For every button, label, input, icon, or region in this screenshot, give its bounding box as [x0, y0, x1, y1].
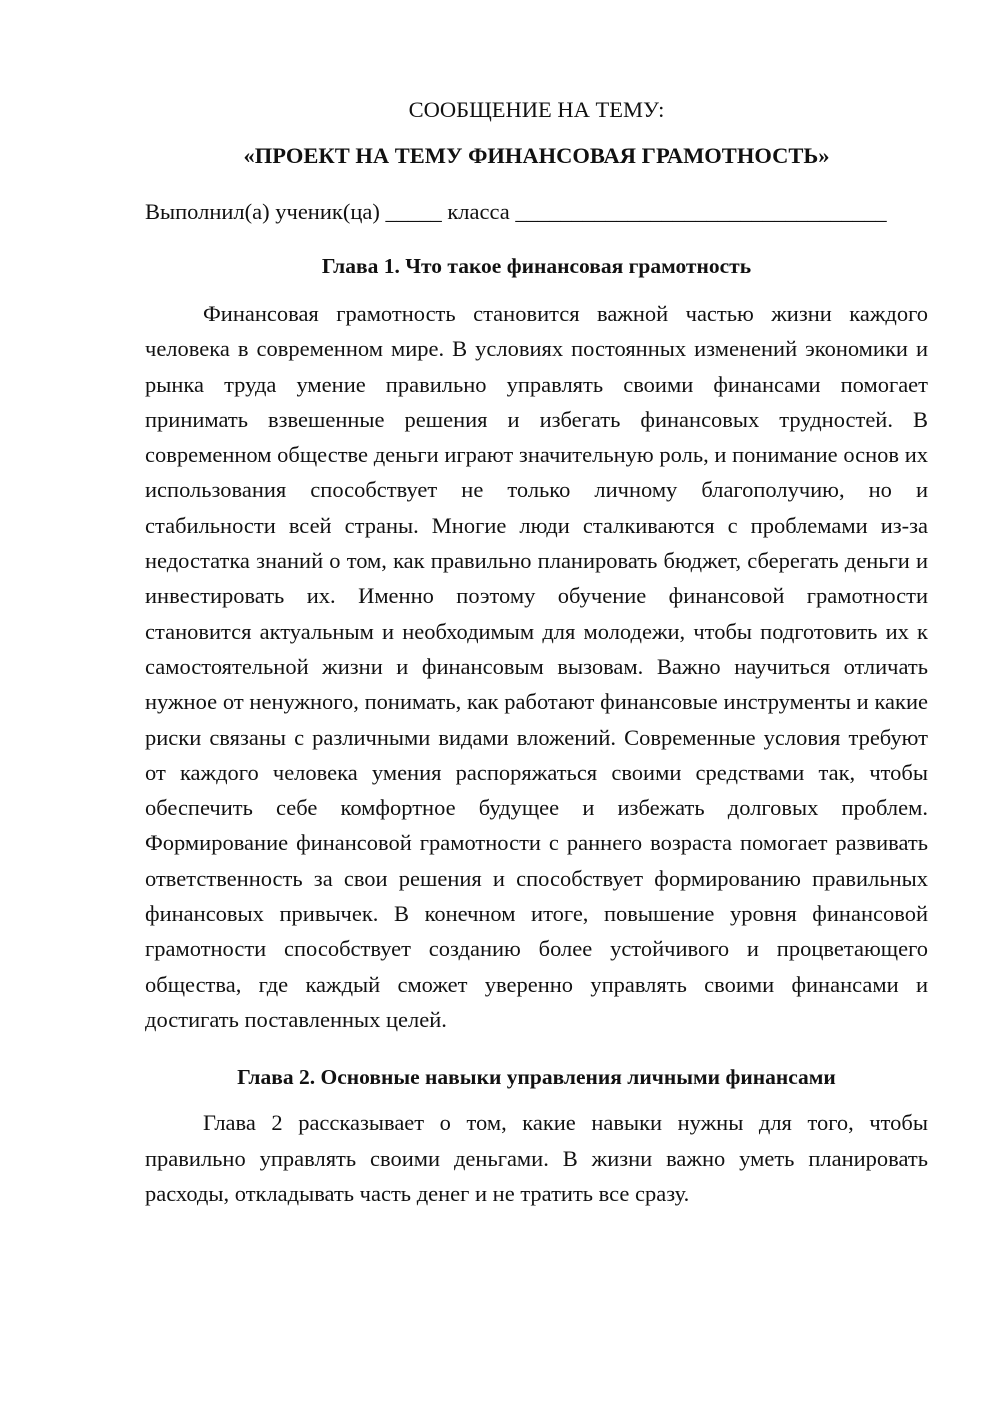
document-header: СООБЩЕНИЕ НА ТЕМУ:: [408, 97, 665, 122]
author-line: Выполнил(а) ученик(ца) _____ класса _________________________________: [145, 199, 887, 224]
document-title: «ПРОЕКТ НА ТЕМУ ФИНАНСОВАЯ ГРАМОТНОСТЬ»: [243, 143, 830, 168]
chapter-2-paragraph: Глава 2 рассказывает о том, какие навыки нужны для того, чтобы правильно управлять своими деньгами. В жизни важно уметь планировать расходы, откладывать часть денег и не тратить все сразу.: [145, 1110, 928, 1206]
chapter-1-paragraph: Финансовая грамотность становится важной частью жизни каждого человека в современном мире. В условиях постоянных изменений экономики и рынка труда умение правильно управлять своими финансами помогает принимать взвешенные решения и избегать финансовых трудностей. В современном обществе деньги играют значительную роль, и понимание основ их использования способствует не только личному благополучию, но и стабильности всей страны. Многие люди сталкиваются с проблемами из-за недостатка знаний о том, как правильно планировать бюджет, сберегать деньги и инвестировать их. Именно поэтому обучение финансовой грамотности становится актуальным и необходимым для молодежи, чтобы подготовить их к самостоятельной жизни и финансовым вызовам. Важно научиться отличать нужное от ненужного, понимать, как работают финансовые инструменты и какие риски связаны с различными видами вложений. Современные условия требуют от каждого человека умения распоряжаться своими средствами так, чтобы обеспечить себе комфортное будущее и избежать долговых проблем. Формирование финансовой грамотности с раннего возраста помогает развивать ответственность за свои решения и способствует формированию правильных финансовых привычек. В конечном итоге, повышение уровня финансовой грамотности способствует созданию более устойчивого и процветающего общества, где каждый сможет уверенно управлять своими финансами и достигать поставленных целей.: [145, 301, 928, 1032]
chapter-1-heading: Глава 1. Что такое финансовая грамотность: [321, 254, 752, 278]
chapter-2-heading: Глава 2. Основные навыки управления личными финансами: [237, 1065, 836, 1090]
document-page: [145, 92, 928, 1211]
